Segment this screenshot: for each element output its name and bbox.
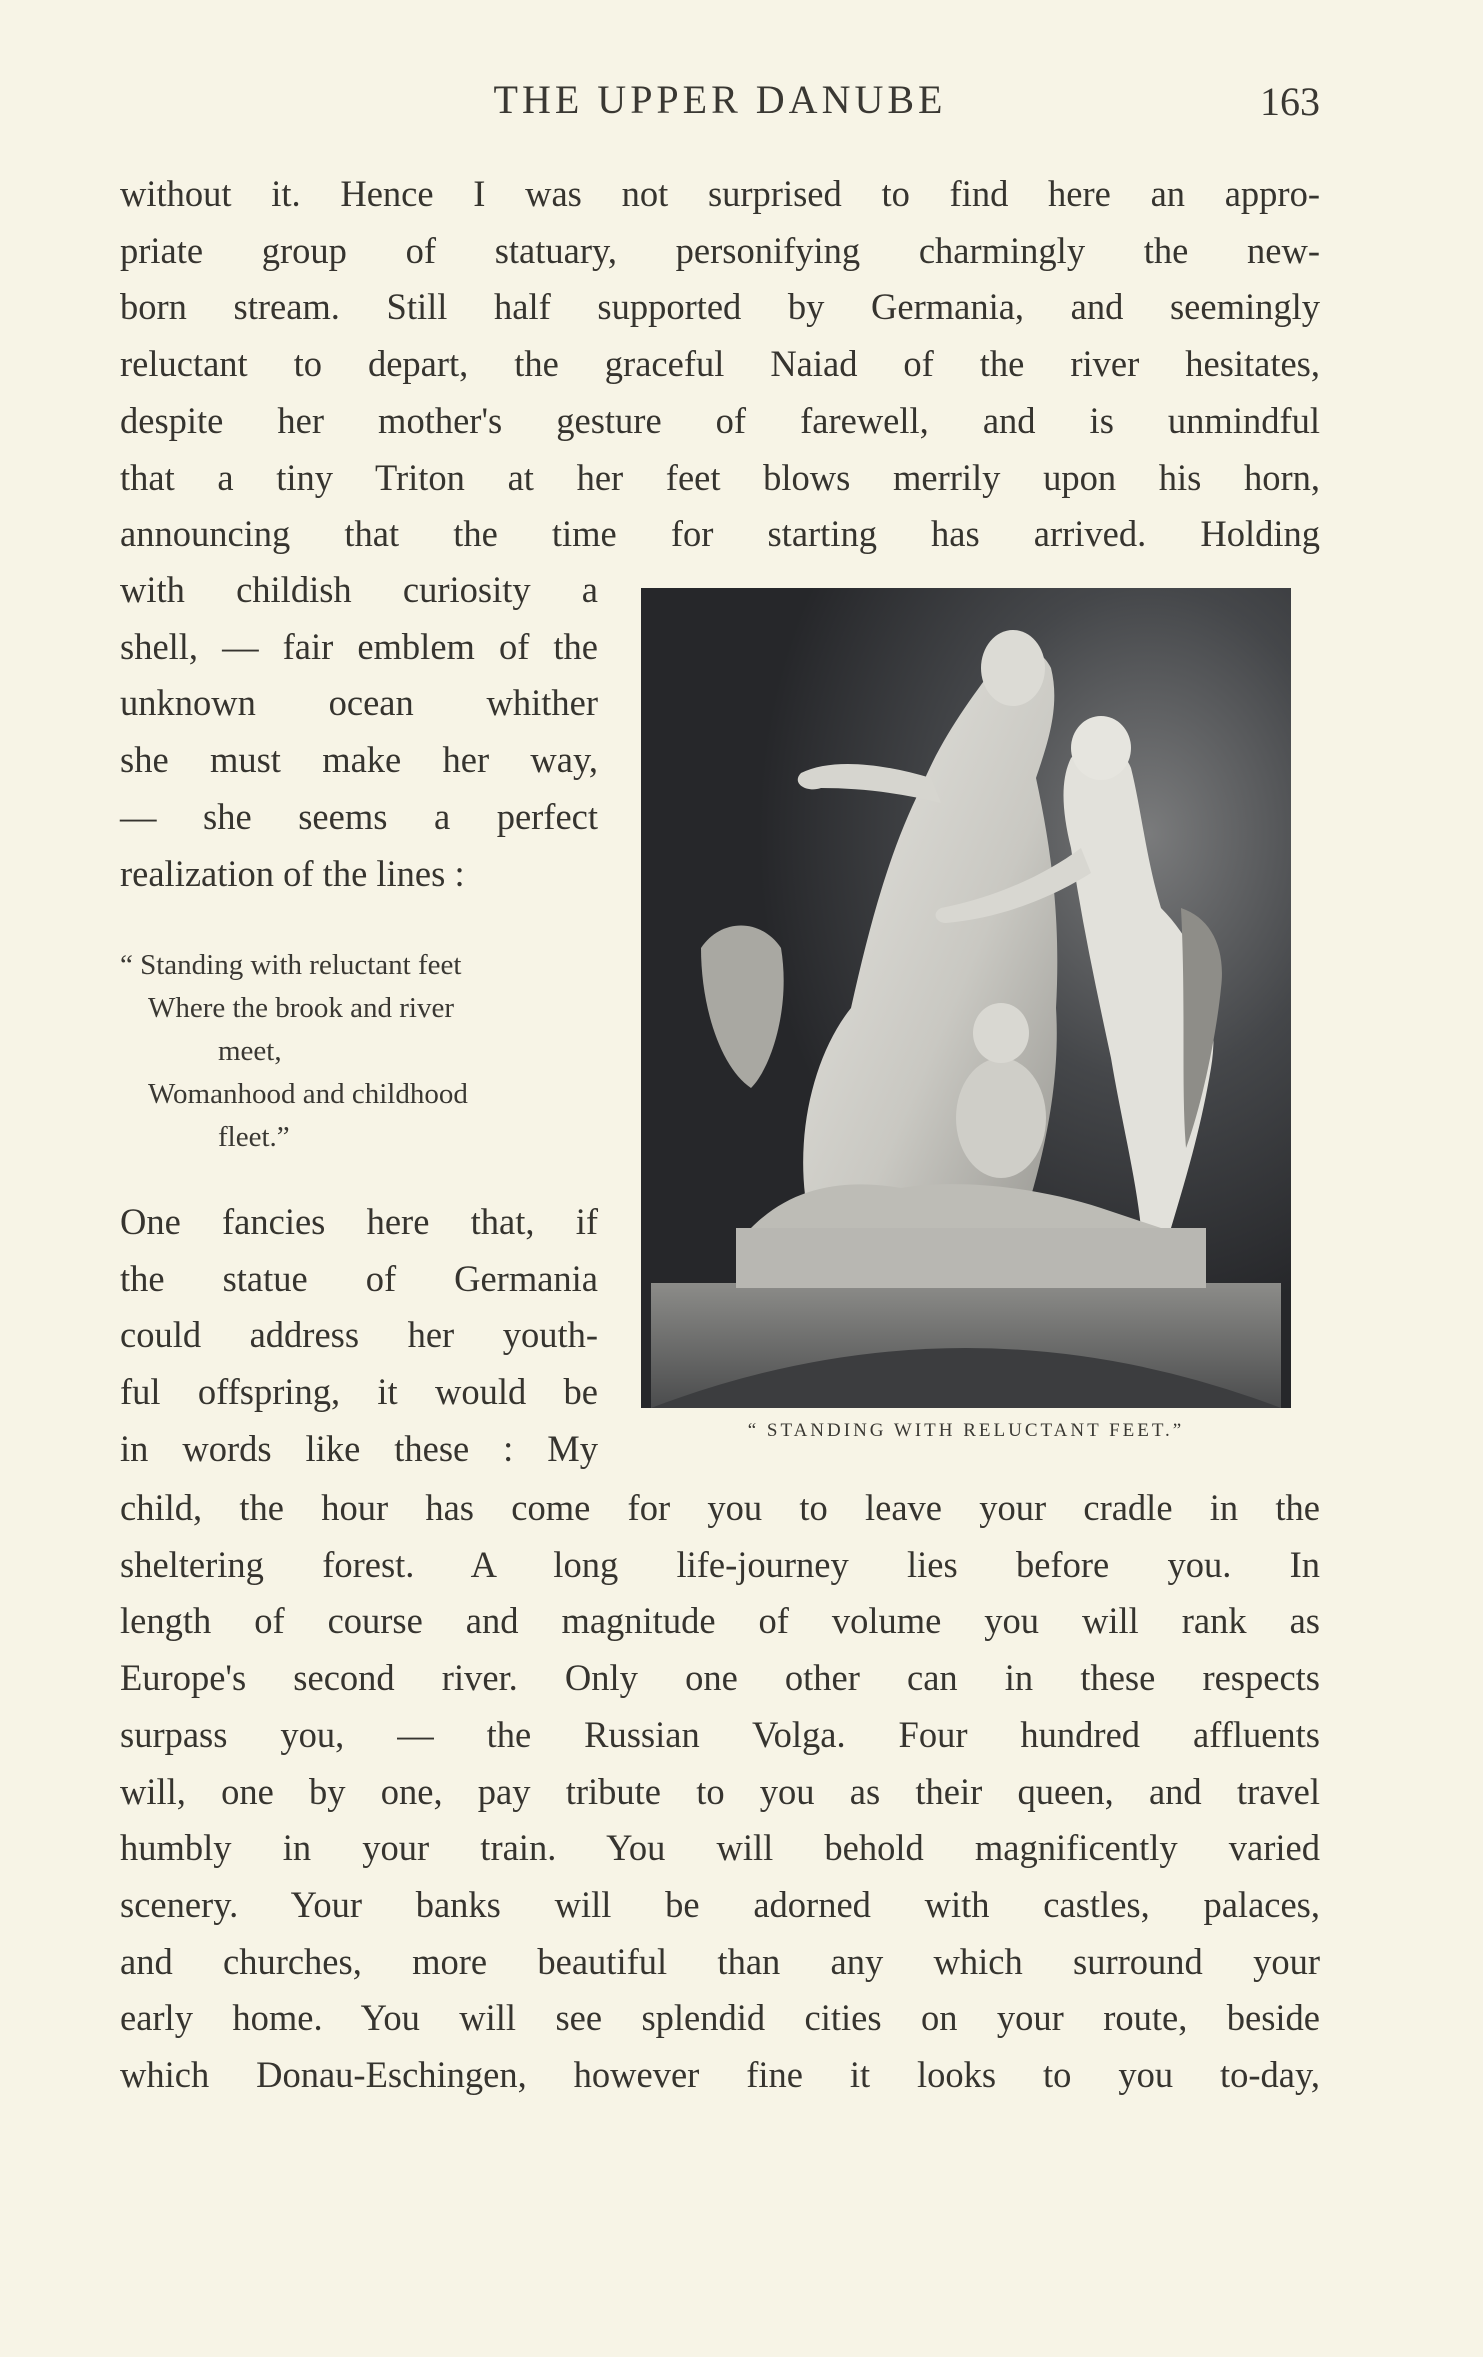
text-line: sheltering forest. A long life-journey lies before you. In xyxy=(120,1543,1320,1585)
text-line: humbly in your train. You will behold magnificently varied xyxy=(120,1827,1320,1869)
text-line: shell, — fair emblem of the xyxy=(120,625,598,667)
text-line: early home. You will see splendid cities on your route, beside xyxy=(120,1997,1320,2039)
text-line: length of course and magnitude of volume you will rank as xyxy=(120,1600,1320,1642)
statue-photograph xyxy=(641,588,1291,1408)
figure-caption: “ STANDING WITH RELUCTANT FEET.” xyxy=(747,1420,1185,1441)
text-line: scenery. Your banks will be adorned with castles, palaces, xyxy=(120,1883,1320,1925)
text-line: despite her mother's gesture of farewell, and is unmindful xyxy=(120,399,1320,441)
text-line: announcing that the time for starting has arrived. Holding xyxy=(120,513,1320,555)
text-line: without it. Hence I was not surprised to find here an appro- xyxy=(120,173,1320,214)
left-column-text-a xyxy=(120,562,598,902)
text-line: that a tiny Triton at her feet blows merrily upon his horn, xyxy=(120,456,1320,498)
text-line: will, one by one, pay tribute to you as their queen, and travel xyxy=(120,1770,1320,1812)
text-line: surpass you, — the Russian Volga. Four hundred affluents xyxy=(120,1713,1320,1755)
running-head xyxy=(120,76,1320,136)
running-title: THE UPPER DANUBE xyxy=(493,77,947,122)
poem-line: “ Standing with reluctant feet xyxy=(120,949,462,981)
text-line: born stream. Still half supported by Germania, and seemingly xyxy=(120,286,1320,328)
left-column-text-b xyxy=(120,1194,598,1478)
bottom-paragraph xyxy=(120,1480,1320,2104)
text-line: with childish curiosity a xyxy=(120,569,598,610)
text-line: could address her youth- xyxy=(120,1314,598,1356)
poem-line: Womanhood and childhood xyxy=(148,1078,468,1110)
text-line: unknown ocean whither xyxy=(120,682,598,724)
poem-quote xyxy=(120,944,620,1159)
statue-illustration xyxy=(641,588,1291,1408)
text-line: One fancies here that, if xyxy=(120,1201,598,1242)
top-paragraph xyxy=(120,166,1320,563)
poem-line: fleet.” xyxy=(218,1121,290,1153)
page-number: 163 xyxy=(1260,79,1320,124)
text-line: reluctant to depart, the graceful Naiad of the river hesitates, xyxy=(120,343,1320,385)
text-line: priate group of statuary, personifying charmingly the new- xyxy=(120,229,1320,271)
text-line: realization of the lines : xyxy=(120,852,465,894)
text-line: she must make her way, xyxy=(120,739,598,781)
text-line: — she seems a perfect xyxy=(120,795,598,837)
text-line: and churches, more beautiful than any which surround your xyxy=(120,1940,1320,1982)
text-line: ful offspring, it would be xyxy=(120,1371,598,1413)
text-line: which Donau-Eschingen, however fine it looks to you to-day, xyxy=(120,2054,1320,2096)
text-line: the statue of Germania xyxy=(120,1257,598,1299)
poem-line: meet, xyxy=(218,1035,282,1067)
poem-line: Where the brook and river xyxy=(148,992,454,1024)
text-line: child, the hour has come for you to leave your cradle in the xyxy=(120,1487,1320,1528)
text-line: Europe's second river. Only one other can in these respects xyxy=(120,1657,1320,1699)
text-line: in words like these : My xyxy=(120,1427,598,1469)
